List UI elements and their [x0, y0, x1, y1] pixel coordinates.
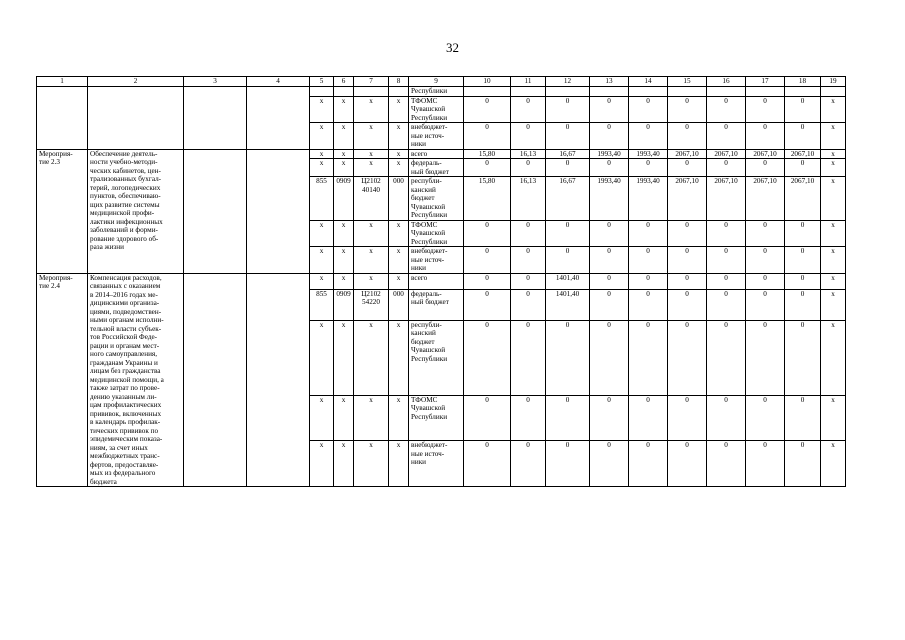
value-cell: x: [354, 395, 389, 441]
value-cell: 0: [668, 96, 707, 123]
value-cell: 0: [629, 159, 668, 177]
value-cell: x: [310, 123, 334, 150]
value-cell: 0: [746, 289, 785, 320]
column-header: 5: [310, 77, 334, 87]
value-cell: x: [334, 220, 354, 247]
value-cell: 0: [464, 159, 511, 177]
empty-cell: [247, 87, 310, 150]
value-cell: 0: [746, 123, 785, 150]
column-header: 4: [247, 77, 310, 87]
value-cell: 1401,40: [546, 289, 590, 320]
empty-cell: [668, 87, 707, 97]
value-cell: 0: [511, 441, 546, 487]
value-cell: x: [334, 395, 354, 441]
value-cell: 0: [629, 441, 668, 487]
value-cell: 2067,10: [707, 149, 746, 159]
value-cell: x: [389, 159, 409, 177]
empty-cell: [310, 87, 334, 97]
value-cell: 0: [707, 220, 746, 247]
value-cell: x: [389, 247, 409, 274]
value-cell: 15,80: [464, 177, 511, 221]
value-cell: 1993,40: [590, 177, 629, 221]
value-cell: 2067,10: [668, 177, 707, 221]
value-cell: 0: [511, 247, 546, 274]
empty-cell: [334, 87, 354, 97]
value-cell: 0: [668, 441, 707, 487]
value-cell: x: [354, 123, 389, 150]
value-cell: x: [821, 441, 846, 487]
value-cell: x: [354, 220, 389, 247]
value-cell: x: [334, 441, 354, 487]
value-cell: 16,13: [511, 177, 546, 221]
value-cell: x: [389, 123, 409, 150]
value-cell: 0: [668, 395, 707, 441]
value-cell: 0: [629, 320, 668, 395]
column-header: 7: [354, 77, 389, 87]
funding-source: всего: [409, 273, 464, 289]
empty-cell: [247, 149, 310, 273]
column-header: 11: [511, 77, 546, 87]
value-cell: 0: [707, 159, 746, 177]
value-cell: 0: [511, 220, 546, 247]
empty-cell: [629, 87, 668, 97]
value-cell: 0: [668, 159, 707, 177]
value-cell: 1993,40: [629, 177, 668, 221]
value-cell: 0: [707, 289, 746, 320]
value-cell: 0: [464, 320, 511, 395]
value-cell: 0: [785, 395, 821, 441]
funding-source: республи- канский бюджет Чувашской Республики: [409, 177, 464, 221]
empty-cell: [464, 87, 511, 97]
value-cell: x: [821, 96, 846, 123]
value-cell: Ц2102 40140: [354, 177, 389, 221]
value-cell: x: [334, 320, 354, 395]
value-cell: 0: [785, 123, 821, 150]
value-cell: x: [310, 159, 334, 177]
value-cell: 0: [629, 123, 668, 150]
empty-cell: [785, 87, 821, 97]
value-cell: x: [389, 149, 409, 159]
value-cell: 0: [546, 395, 590, 441]
value-cell: 16,67: [546, 149, 590, 159]
value-cell: 0: [746, 441, 785, 487]
value-cell: 0: [590, 441, 629, 487]
value-cell: x: [354, 247, 389, 274]
value-cell: x: [821, 320, 846, 395]
value-cell: x: [821, 247, 846, 274]
table-row: [37, 273, 846, 289]
value-cell: 2067,10: [707, 177, 746, 221]
funding-source: внебюджет- ные источ- ники: [409, 123, 464, 150]
value-cell: 0: [629, 220, 668, 247]
value-cell: 0: [511, 320, 546, 395]
header-row: [37, 77, 846, 87]
value-cell: x: [354, 273, 389, 289]
value-cell: x: [821, 289, 846, 320]
value-cell: 0: [590, 320, 629, 395]
value-cell: 0: [668, 247, 707, 274]
value-cell: x: [310, 247, 334, 274]
column-header: 2: [88, 77, 184, 87]
empty-cell: [590, 87, 629, 97]
value-cell: 0: [707, 320, 746, 395]
value-cell: x: [334, 247, 354, 274]
value-cell: x: [354, 441, 389, 487]
value-cell: 0: [590, 289, 629, 320]
value-cell: x: [389, 96, 409, 123]
value-cell: 0: [464, 123, 511, 150]
value-cell: x: [821, 123, 846, 150]
table-row: [37, 149, 846, 159]
value-cell: x: [334, 159, 354, 177]
value-cell: x: [821, 273, 846, 289]
value-cell: 0: [707, 395, 746, 441]
value-cell: 0: [707, 273, 746, 289]
value-cell: 0: [785, 289, 821, 320]
value-cell: 0: [590, 220, 629, 247]
value-cell: x: [310, 441, 334, 487]
column-header: 3: [184, 77, 247, 87]
value-cell: 0: [785, 247, 821, 274]
value-cell: x: [354, 149, 389, 159]
empty-cell: [184, 273, 247, 487]
value-cell: 0: [746, 96, 785, 123]
value-cell: 0: [511, 159, 546, 177]
funding-source: федераль- ный бюджет: [409, 159, 464, 177]
value-cell: 16,67: [546, 177, 590, 221]
value-cell: x: [310, 149, 334, 159]
value-cell: 2067,10: [785, 149, 821, 159]
funding-source: ТФОМС Чувашской Республики: [409, 220, 464, 247]
empty-cell: [707, 87, 746, 97]
value-cell: x: [310, 96, 334, 123]
value-cell: x: [389, 220, 409, 247]
value-cell: x: [389, 273, 409, 289]
value-cell: 0: [464, 247, 511, 274]
value-cell: 0: [707, 96, 746, 123]
value-cell: 0: [746, 220, 785, 247]
value-cell: x: [310, 273, 334, 289]
value-cell: 0: [629, 273, 668, 289]
value-cell: 855: [310, 289, 334, 320]
funding-source: ТФОМС Чувашской Республики: [409, 395, 464, 441]
value-cell: 0: [668, 123, 707, 150]
funding-source: федераль- ный бюджет: [409, 289, 464, 320]
empty-cell: [821, 87, 846, 97]
value-cell: 0: [668, 273, 707, 289]
value-cell: 0: [629, 247, 668, 274]
value-cell: 0: [590, 96, 629, 123]
funding-source: республи- канский бюджет Чувашской Республики: [409, 320, 464, 395]
value-cell: x: [334, 123, 354, 150]
value-cell: 000: [389, 177, 409, 221]
value-cell: 1401,40: [546, 273, 590, 289]
value-cell: 0909: [334, 289, 354, 320]
empty-cell: [354, 87, 389, 97]
value-cell: x: [354, 320, 389, 395]
value-cell: 0: [590, 159, 629, 177]
value-cell: 0: [746, 320, 785, 395]
value-cell: 16,13: [511, 149, 546, 159]
table-row: [37, 87, 846, 97]
value-cell: 0: [546, 441, 590, 487]
value-cell: x: [821, 159, 846, 177]
column-header: 16: [707, 77, 746, 87]
value-cell: 855: [310, 177, 334, 221]
funding-source: всего: [409, 149, 464, 159]
value-cell: 0: [668, 320, 707, 395]
value-cell: x: [389, 320, 409, 395]
value-cell: 0: [590, 395, 629, 441]
value-cell: 15,80: [464, 149, 511, 159]
value-cell: 0: [511, 273, 546, 289]
value-cell: 0: [746, 247, 785, 274]
event-description: Компенсация расходов, связанных с оказанием в 2014–2016 годах ме- дицинскими организа- циями, подведомствен- ными органам исполни- тельной власти субъек- тов Российской Феде- рации и органам мест- ного самоуправления, гражданам Украины и лицам без гражданства медицинской помощи, а также затрат по прове- дению указанным ли- цам профилактических прививок, включенных в календарь профилак- тических прививок по эпидемическим показа- ниям, за счет иных межбюджетных транс- фертов, предоставляе- мых из федерального бюджета: [88, 273, 184, 487]
value-cell: 0: [785, 220, 821, 247]
value-cell: x: [310, 395, 334, 441]
funding-source: ТФОМС Чувашской Республики: [409, 96, 464, 123]
value-cell: 0: [464, 96, 511, 123]
value-cell: 0: [668, 289, 707, 320]
empty-cell: [546, 87, 590, 97]
empty-cell: [37, 87, 88, 150]
value-cell: x: [334, 96, 354, 123]
column-header: 15: [668, 77, 707, 87]
value-cell: 0: [629, 289, 668, 320]
value-cell: 2067,10: [785, 177, 821, 221]
value-cell: 0: [629, 395, 668, 441]
empty-cell: [184, 149, 247, 273]
value-cell: 1993,40: [629, 149, 668, 159]
value-cell: 0: [464, 273, 511, 289]
value-cell: 0: [785, 273, 821, 289]
column-header: 6: [334, 77, 354, 87]
value-cell: 0: [785, 96, 821, 123]
value-cell: 0: [546, 159, 590, 177]
funding-source: Республики: [409, 87, 464, 97]
value-cell: 2067,10: [746, 177, 785, 221]
value-cell: 0: [668, 220, 707, 247]
value-cell: 0: [464, 441, 511, 487]
value-cell: 0: [464, 289, 511, 320]
column-header: 17: [746, 77, 785, 87]
empty-cell: [389, 87, 409, 97]
empty-cell: [247, 273, 310, 487]
empty-cell: [746, 87, 785, 97]
column-header: 12: [546, 77, 590, 87]
value-cell: 0: [464, 220, 511, 247]
value-cell: 000: [389, 289, 409, 320]
value-cell: 0: [511, 123, 546, 150]
event-label: Мероприя- тие 2.4: [37, 273, 88, 487]
value-cell: x: [310, 320, 334, 395]
empty-cell: [88, 87, 184, 150]
column-header: 9: [409, 77, 464, 87]
value-cell: 0: [546, 96, 590, 123]
value-cell: x: [334, 273, 354, 289]
value-cell: x: [354, 96, 389, 123]
value-cell: Ц2102 54220: [354, 289, 389, 320]
empty-cell: [511, 87, 546, 97]
value-cell: 0: [464, 395, 511, 441]
value-cell: 0: [546, 220, 590, 247]
value-cell: 0: [629, 96, 668, 123]
column-header: 13: [590, 77, 629, 87]
value-cell: 0: [707, 441, 746, 487]
value-cell: 0: [707, 123, 746, 150]
column-header: 14: [629, 77, 668, 87]
budget-table: [36, 76, 846, 487]
event-description: Обеспечение деятель- ности учебно-методи- ческих кабинетов, цен- трализованных бухгал- терий, логопедических пунктов, обеспечиваю- щих развитие системы медицинской профи- лактики инфекционных заболеваний и форми- рование здорового об- раза жизни: [88, 149, 184, 273]
column-header: 18: [785, 77, 821, 87]
value-cell: 0: [590, 123, 629, 150]
value-cell: x: [821, 149, 846, 159]
value-cell: x: [821, 395, 846, 441]
value-cell: x: [310, 220, 334, 247]
value-cell: 0: [785, 159, 821, 177]
value-cell: 1993,40: [590, 149, 629, 159]
value-cell: 0: [746, 395, 785, 441]
value-cell: 2067,10: [746, 149, 785, 159]
value-cell: x: [354, 159, 389, 177]
column-header: 1: [37, 77, 88, 87]
value-cell: 0: [511, 96, 546, 123]
value-cell: 2067,10: [668, 149, 707, 159]
value-cell: 0: [590, 247, 629, 274]
value-cell: 0: [511, 395, 546, 441]
value-cell: x: [334, 149, 354, 159]
column-header: 8: [389, 77, 409, 87]
value-cell: 0: [746, 273, 785, 289]
funding-source: внебюджет- ные источ- ники: [409, 247, 464, 274]
value-cell: 0: [546, 123, 590, 150]
value-cell: x: [821, 177, 846, 221]
value-cell: 0: [546, 247, 590, 274]
value-cell: 0: [511, 289, 546, 320]
value-cell: x: [389, 441, 409, 487]
value-cell: 0: [546, 320, 590, 395]
event-label: Мероприя- тие 2.3: [37, 149, 88, 273]
value-cell: 0909: [334, 177, 354, 221]
funding-source: внебюджет- ные источ- ники: [409, 441, 464, 487]
empty-cell: [184, 87, 247, 150]
column-header: 19: [821, 77, 846, 87]
value-cell: 0: [707, 247, 746, 274]
value-cell: x: [821, 220, 846, 247]
column-header: 10: [464, 77, 511, 87]
value-cell: 0: [746, 159, 785, 177]
value-cell: 0: [785, 320, 821, 395]
page-number: 32: [446, 40, 459, 55]
value-cell: 0: [590, 273, 629, 289]
value-cell: 0: [785, 441, 821, 487]
value-cell: x: [389, 395, 409, 441]
